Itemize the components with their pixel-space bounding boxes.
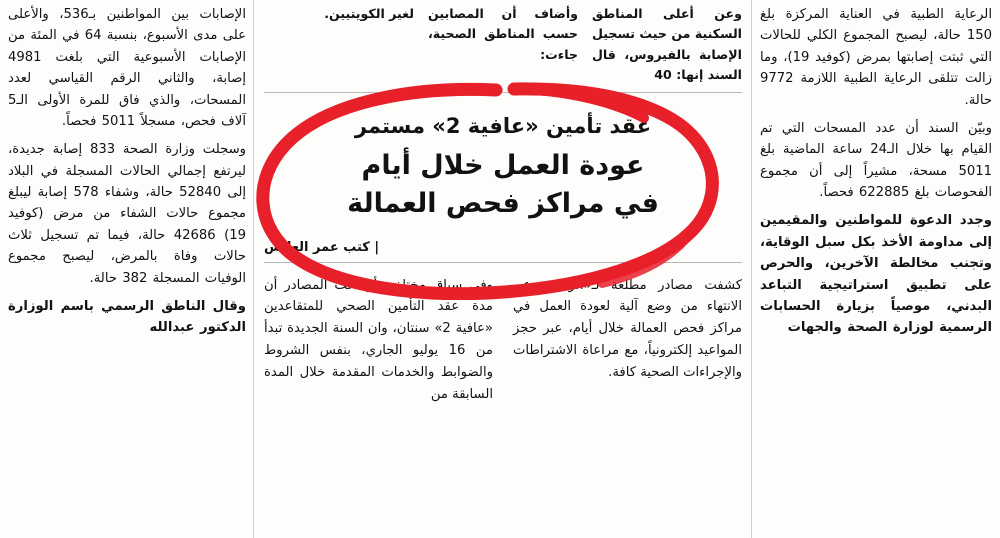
left-column-paragraph: وقال الناطق الرسمي باسم الوزارة الدكتور عبدالله: [8, 298, 246, 336]
left-column: [0, 0, 254, 346]
right-column: [752, 0, 1000, 346]
middle-column: [254, 0, 752, 406]
page-title: [264, 147, 742, 224]
continuation-fragment: وأضاف أن المصابين حسب المناطق الصحية، جاءت:: [428, 6, 578, 62]
left-column-paragraph: وسجلت وزارة الصحة 833 إصابة جديدة، ليرتفع إجمالي الحالات المسجلة في البلاد إلى 52840 حالة، وشفاء 578 إصابة ليبلغ مجموع حالات الشفاء من مرض (كوفيد 19) 42686 حالة، فيما تم تسجيل ثلاث حالات وفاة بالمرض، ليصبح مجموع الوفيات المسجلة 382 حالة.: [8, 142, 246, 286]
headline-line-2: في مراكز فحص العمالة: [347, 188, 659, 220]
continuation-fragments: [264, 4, 742, 93]
headline-line-1: عودة العمل خلال أيام: [361, 149, 645, 181]
right-column-paragraph: وبيّن السند أن عدد المسحات التي تم القيام بها خلال الـ24 ساعة الماضية بلغ 5011 مسحة، مشيراً إلى أن مجموع الفحوصات بلغ 622885 فحصاً.: [760, 120, 992, 200]
byline: | كتب عمر العلاس: [264, 240, 742, 263]
right-column-paragraph: الرعاية الطبية في العناية المركزة بلغ 150 حالة، ليصبح المجموع الكلي للحالات التي ثبتت إصابتها بمرض (كوفيد 19)، وما زالت تتلقى الرعاية الطبية اللازمة 9772 حالة.: [760, 7, 992, 108]
left-column-paragraph: الإصابات بين المواطنين بـ536، والأعلى على مدى الأسبوع، بنسبة 64 في المئة من الإصابات الأسبوعية التي بلغت 4981 إصابة، والثاني الرقم القياسي لعدد المسحات، والذي فاق للمرة الأولى الـ5 آلاف فحص، مسجلاً 5011 فحصاً.: [8, 7, 246, 129]
headline-block: [264, 103, 742, 267]
article-paragraph: وفي سياق مختلف، أوضحت المصادر أن مدة عقد التأمين الصحي للمتقاعدين «عافية 2» سنتان، وان السنة الجديدة تبدأ من 16 يوليو الجاري، بنفس الشروط والضوابط والخدمات المقدمة خلال المدة السابقة من: [264, 277, 493, 403]
article-body: [264, 267, 742, 406]
right-column-paragraph: وجدد الدعوة للمواطنين والمقيمين إلى مداومة الأخذ بكل سبل الوقاية، وتجنب مخالطة الآخرين، والحرص على تطبيق استراتيجية التباعد البدني، موصياً بزيارة الحسابات الرسمية لوزارة الصحة والجهات: [760, 213, 992, 336]
headline-kicker: عقد تأمين «عافية 2» مستمر: [354, 113, 652, 138]
article-paragraph: كشفت مصادر مطلعة لـ«الراي»، عن الانتهاء من وضع آلية لعودة العمل في مراكز فحص العمالة خلال أيام، عبر حجز المواعيد إلكترونياً، مع مراعاة الاشتراطات والإجراءات الصحية كافة.: [513, 277, 742, 381]
continuation-fragment: وعن أعلى المناطق السكنية من حيث تسجيل الإصابة بالفيروس، قال السند إنها: 40: [592, 6, 742, 83]
continuation-fragment: لغير الكويتيين.: [324, 6, 414, 21]
